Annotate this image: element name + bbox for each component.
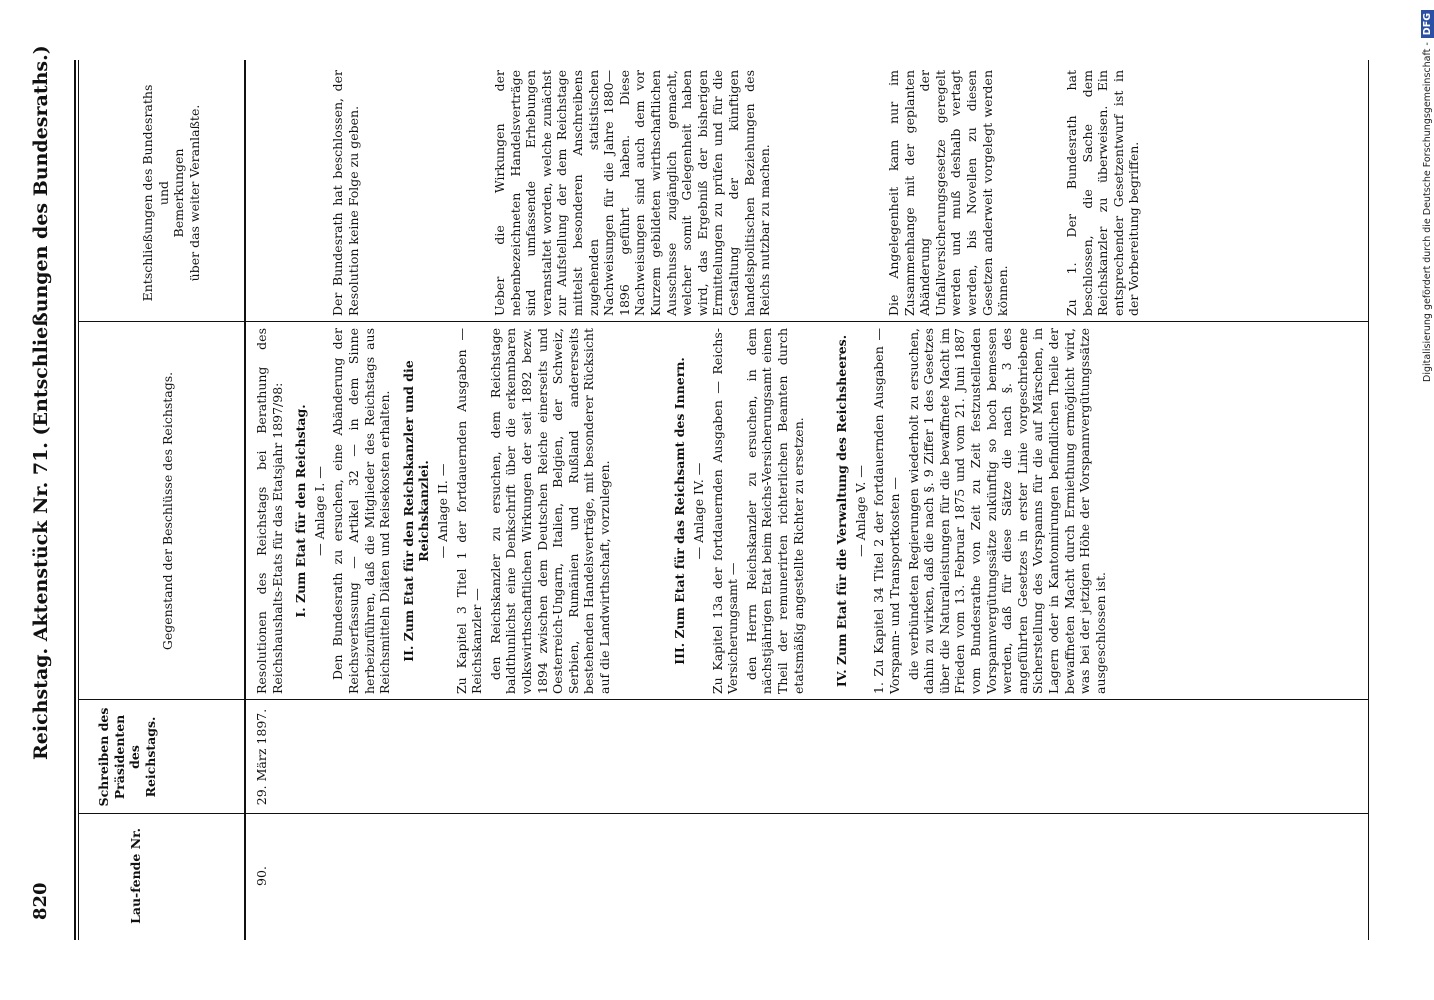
- remark-section-1: Der Bundesrath hat beschlossen, der Resolution keine Folge zu geben.: [330, 70, 361, 316]
- header-entschliessungen-line-1: Entschließungen des Bundesraths: [140, 84, 155, 302]
- col-divider-3: [78, 321, 1368, 322]
- digitization-credit: [1418, 10, 1434, 992]
- top-rule-thin: [78, 60, 79, 940]
- section-1-title: I. Zum Etat für den Reichstag.: [293, 404, 309, 618]
- section-2-anlage: — Anlage II. —: [434, 463, 450, 559]
- section-3-reference: Zu Kapitel 13a der fortdauernden Ausgaben — Reichs-Versicherungsamt —: [709, 328, 741, 694]
- remark-section-3: Die Angelegenheit kann nur im Zusammenhange mit der geplanten Abänderung der Unfallversicherungsgesetze geregelt werden und muß deshalb vertagt werden, bis Novellen zu diesen Gesetzen anderweit vorgelegt werden können.: [886, 70, 1011, 316]
- section-3-title: III. Zum Etat für das Reichsamt des Innern.: [672, 357, 688, 665]
- header-laufende-nr: Lau-fende Nr.: [128, 828, 143, 924]
- col-divider-1: [78, 813, 1368, 814]
- section-4-text: die verbündeten Regierungen wiederholt zu ersuchen, dahin zu wirken, daß die nach §. 9 Ziffer 1 des Gesetzes über die Naturalleistungen für die bewaffnete Macht im Frieden vom 13. Februar 1875 und vom 21. Juni 1887 vom Bundesrathe von Zeit zu Zeit festzustellenden Vorspannvergütungssätze zukünftig so hoch bemessen werden, daß für diese Sätze die nach §. 3 des angeführten Gesetzes in erster Linie vorgeschriebene Sicherstellung des Vorspanns für die auf Märschen, in Lagern oder in Kantonnirungen befindlichen Theile der bewaffneten Macht durch Ermiethung ermöglicht wird, was bei der jetzigen Höhe der Vorspannvergütungssätze ausgeschlossen ist.: [905, 328, 1108, 694]
- section-2-title: II. Zum Etat für den Reichskanzler und die Reichskanzlei.: [400, 360, 432, 662]
- header-entschliessungen-line-2: und: [155, 180, 171, 206]
- header-bottom-rule: [244, 60, 246, 940]
- gegenstand-column: [254, 328, 1111, 694]
- header-entschliessungen-line-3: Bemerkungen: [171, 148, 187, 238]
- section-4-title: IV. Zum Etat für die Verwaltung des Reichsheeres.: [834, 334, 850, 688]
- section-1-text: Den Bundesrath zu ersuchen, eine Abänderung der Reichsverfassung — Artikel 32 — in dem Sinne herbeizuführen, daß die Mitglieder des Reichstags aus Reichsmitteln Diäten und Reisekosten erhalten.: [330, 328, 393, 694]
- header-schreiben: Schreiben des Präsidenten des Reichstags.: [96, 707, 158, 807]
- section-2-text: den Reichskanzler zu ersuchen, dem Reichstage baldthunlichst eine Denkschrift über die erkennbaren volkswirthschaftlichen Wirkungen der seit 1892 bezw. 1894 zwischen dem Deutschen Reiche einerseits und Oesterreich-Ungarn, Italien, Belgien, der Schweiz, Serbien, Rumänien und Rußland andererseits bestehenden Handelsverträge, mit besonderer Rücksicht auf die Landwirthschaft, vorzulegen.: [487, 328, 612, 694]
- row-number: 90.: [254, 866, 269, 886]
- header-entschliessungen: [140, 68, 202, 318]
- row-date: 29. März 1897.: [254, 708, 269, 806]
- section-3-text: den Herrn Reichskanzler zu ersuchen, in dem nächstjährigen Etat beim Reichs-Versicherungsamt einen Theil der remunerirten richterlichen Beamten durch etatsmäßig angestellte Richter zu ersetzen.: [743, 328, 806, 694]
- credit-text: Digitalisierung gefördert durch die Deutsche Forschungsgemeinschaft -: [1422, 42, 1433, 382]
- top-rule: [74, 60, 76, 940]
- col-divider-2: [78, 699, 1368, 700]
- header-gegenstand: Gegenstand der Beschlüsse des Reichstags.: [160, 371, 175, 651]
- section-4-reference: 1. Zu Kapitel 34 Titel 2 der fortdauernden Ausgaben — Vorspann- und Transportkosten —: [871, 328, 902, 694]
- section-4-anlage: — Anlage V. —: [852, 465, 868, 557]
- running-title: Reichstag. Aktenstück Nr. 71. (Entschließungen des Bundesraths.): [30, 45, 52, 760]
- dfg-logo: DFG: [1421, 10, 1434, 38]
- section-2-reference: Zu Kapitel 3 Titel 1 der fortdauernden Ausgaben — Reichskanzler —: [453, 328, 485, 694]
- header-entschliessungen-line-4: über das weiter Veranlaßte.: [186, 104, 202, 282]
- section-1-anlage: — Anlage I. —: [311, 466, 327, 556]
- section-3-anlage: — Anlage IV. —: [691, 462, 707, 560]
- intro-text: Resolutionen des Reichstags bei Berathung des Reichshaushalts-Etats für das Etatsjahr 1897/98:: [254, 328, 285, 694]
- remark-section-2: Ueber die Wirkungen der nebenbezeichneten Handelsverträge sind umfassende Erhebungen veranstaltet worden, welche zunächst zur Aufstellung der dem Reichstage mittelst besonderen Anschreibens zugehenden statistischen Nachweisungen für die Jahre 1880—1896 geführt haben. Diese Nachweisungen sind auch dem vor Kurzem gebildeten wirthschaftlichen Ausschusse zugänglich gemacht, welcher somit Gelegenheit haben wird, das Ergebniß der bisherigen Ermittelungen zu prüfen und für die Gestaltung der künftigen handelspolitischen Beziehungen des Reichs nutzbar zu machen.: [492, 70, 773, 316]
- bottom-rule: [1368, 60, 1369, 940]
- remark-section-4: Zu 1. Der Bundesrath hat beschlossen, die Sache dem Reichskanzler zu überweisen. Ein entsprechender Gesetzentwurf ist in der Vorbereitung begriffen.: [1064, 70, 1142, 316]
- page-number: 820: [30, 882, 51, 920]
